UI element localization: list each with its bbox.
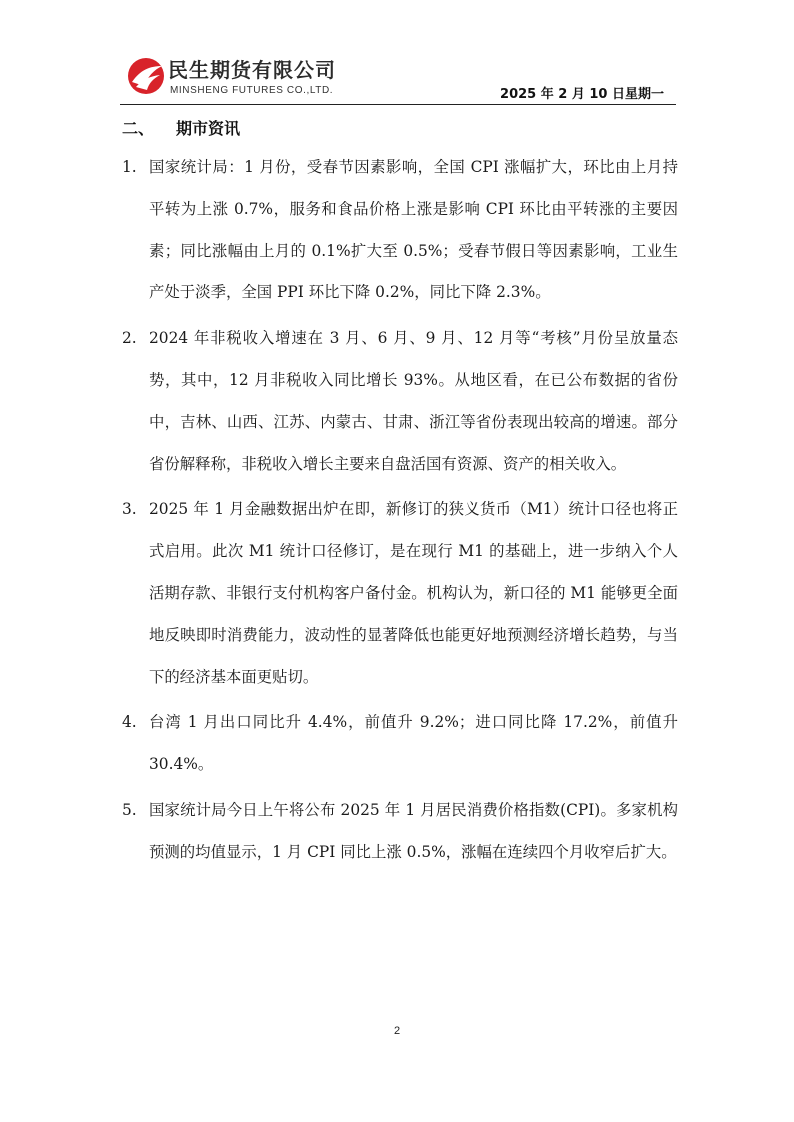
page-number: 2: [393, 1025, 401, 1037]
news-item-number: 2.: [122, 329, 137, 348]
header-divider: [120, 104, 676, 105]
minsheng-logo-icon: [126, 56, 166, 96]
news-list: [122, 147, 678, 878]
news-item: [122, 702, 678, 786]
news-item: [122, 489, 678, 698]
news-item-text: 台湾 1 月出口同比升 4.4%，前值升 9.2%；进口同比降 17.2%，前值升 30.4%。: [149, 713, 678, 774]
page-header: [120, 52, 676, 104]
section-heading: [122, 116, 240, 139]
news-item: [122, 147, 678, 314]
logo-chinese-name: 民生期货有限公司: [168, 58, 336, 82]
news-item-text: 国家统计局：1 月份，受春节因素影响，全国 CPI 涨幅扩大，环比由上月持平转为上涨 0.7%，服务和食品价格上涨是影响 CPI 环比由平转涨的主要因素；同比涨幅由上月的 0.1%扩大至 0.5%；受春节假日等因素影响，工业生产处于淡季，全国 PPI 环比下降 0.2%，同比下降 2.3%。: [149, 158, 678, 302]
company-logo: [126, 56, 386, 102]
news-item-number: 1.: [122, 158, 137, 176]
news-item-text: 国家统计局今日上午将公布 2025 年 1 月居民消费价格指数(CPI)。多家机构预测的均值显示，1 月 CPI 同比上涨 0.5%，涨幅在连续四个月收窄后扩大。: [149, 800, 678, 861]
news-item-text: 2025 年 1 月金融数据出炉在即，新修订的狭义货币（M1）统计口径也将正式启用。此次 M1 统计口径修订，是在现行 M1 的基础上，进一步纳入个人活期存款、非银行支付机构客户备付金。机构认为，新口径的 M1 能够更全面地反映即时消费能力，波动性的显著降低也能更好地预测经济增长趋势，与当下的经济基本面更贴切。: [149, 500, 678, 686]
section-title: 期市资讯: [176, 119, 241, 138]
news-item: [122, 790, 678, 874]
news-item-number: 4.: [122, 713, 137, 732]
news-item-number: 3.: [122, 500, 137, 519]
report-date: 2025 年 2 月 10 日星期一: [500, 87, 664, 102]
news-item-text: 2024 年非税收入增速在 3 月、6 月、9 月、12 月等“考核”月份呈放量态势，其中，12 月非税收入同比增长 93%。从地区看，在已公布数据的省份中，吉林、山西、江苏、内蒙古、甘肃、浙江等省份表现出较高的增速。部分省份解释称，非税收入增长主要来自盘活国有资源、资产的相关收入。: [149, 329, 678, 473]
news-item: [122, 318, 678, 485]
logo-english-name: MINSHENG FUTURES CO.,LTD.: [170, 85, 334, 96]
section-number: 二、: [122, 119, 155, 138]
news-item-number: 5.: [122, 800, 137, 819]
